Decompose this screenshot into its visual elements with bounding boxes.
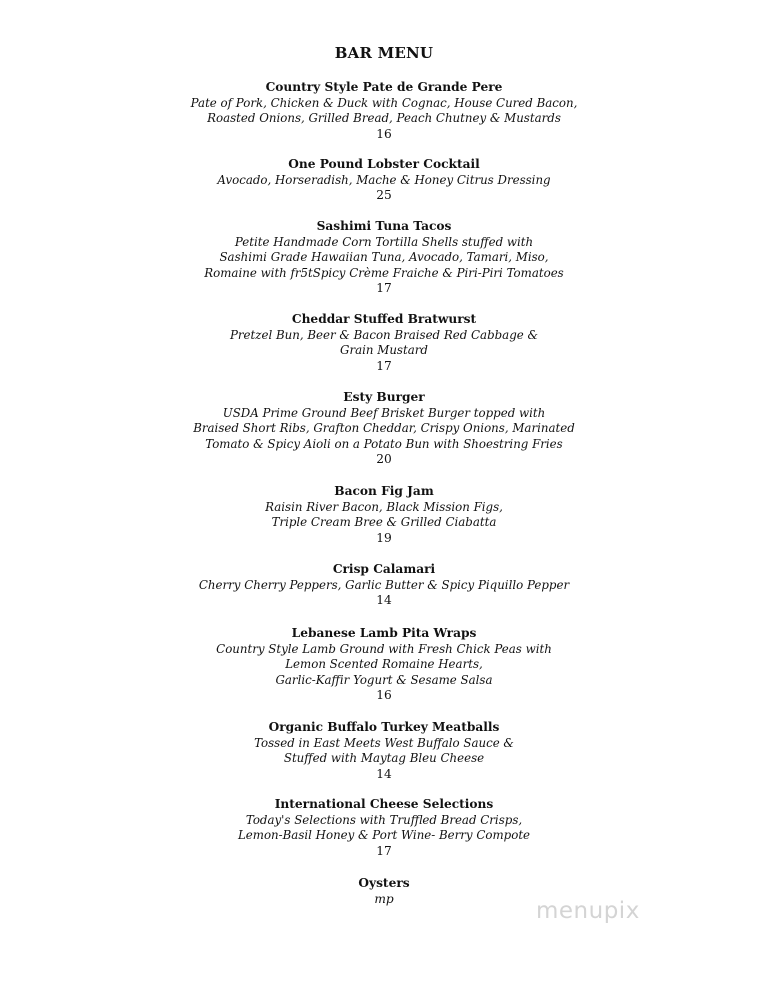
item-description-line: Lemon-Basil Honey & Port Wine- Berry Compote <box>237 828 531 842</box>
item-price: 17 <box>376 843 392 858</box>
item-price: 14 <box>376 593 392 607</box>
item-price: 25 <box>376 188 392 202</box>
menu-item <box>0 562 768 609</box>
item-price: 19 <box>376 530 392 545</box>
item-description-line: Grain Mustard <box>340 343 428 357</box>
menu-title: BAR MENU <box>334 44 434 62</box>
menu-item <box>0 219 768 297</box>
item-name: Country Style Pate de Grande Pere <box>265 80 503 94</box>
item-description-line: Raisin River Bacon, Black Mission Figs, <box>265 499 503 514</box>
item-description-line: Country Style Lamb Ground with Fresh Chick Peas with <box>216 641 552 656</box>
item-name: Sashimi Tuna Tacos <box>316 219 452 233</box>
item-description-line: Roasted Onions, Grilled Bread, Peach Chutney & Mustards <box>207 111 561 125</box>
item-description-line: Pate of Pork, Chicken & Duck with Cognac, House Cured Bacon, <box>190 95 578 110</box>
item-name: Lebanese Lamb Pita Wraps <box>291 626 477 640</box>
item-description-line: Petite Handmade Corn Tortilla Shells stuffed with <box>234 234 534 249</box>
item-description-line: Garlic-Kaffir Yogurt & Sesame Salsa <box>275 672 493 687</box>
item-name: Crisp Calamari <box>332 562 436 576</box>
item-name: Oysters <box>358 876 410 890</box>
menu-item <box>0 484 768 546</box>
item-description-line: Braised Short Ribs, Grafton Cheddar, Crispy Onions, Marinated <box>193 421 575 435</box>
watermark-logo: menupix <box>536 898 640 924</box>
menu-item <box>0 720 768 782</box>
menu-item <box>0 797 768 859</box>
item-price: 20 <box>376 452 392 466</box>
item-description-line: Today's Selections with Truffled Bread Crisps, <box>245 812 523 827</box>
item-price: 16 <box>376 688 392 702</box>
menu-item <box>0 876 768 907</box>
menu-item <box>0 626 768 704</box>
menu-item <box>0 312 768 374</box>
item-price: 17 <box>376 358 392 373</box>
item-name: One Pound Lobster Cocktail <box>288 157 480 171</box>
item-description-line: Tossed in East Meets West Buffalo Sauce & <box>254 735 514 750</box>
item-name: Cheddar Stuffed Bratwurst <box>291 312 477 326</box>
menu-item <box>0 390 768 468</box>
item-description-line: Tomato & Spicy Aioli on a Potato Bun with Shoestring Fries <box>205 436 563 451</box>
item-price: 17 <box>376 281 392 295</box>
item-description-line: Romaine with fr5tSpicy Crème Fraiche & Piri-Piri Tomatoes <box>204 265 564 280</box>
item-description-line: USDA Prime Ground Beef Brisket Burger topped with <box>222 405 546 420</box>
item-description-line: Sashimi Grade Hawaiian Tuna, Avocado, Tamari, Miso, <box>219 250 549 264</box>
menu-item <box>0 80 768 142</box>
item-description-line: Lemon Scented Romaine Hearts, <box>285 657 483 671</box>
item-description-line: Triple Cream Bree & Grilled Ciabatta <box>271 515 497 529</box>
item-description-line: Pretzel Bun, Beer & Bacon Braised Red Cabbage & <box>229 327 538 342</box>
menu-item <box>0 157 768 204</box>
item-price: 16 <box>376 126 392 141</box>
item-name: International Cheese Selections <box>274 797 494 811</box>
item-name: Esty Burger <box>343 390 425 404</box>
item-price: mp <box>374 891 394 906</box>
item-description-line: Stuffed with Maytag Bleu Cheese <box>283 751 485 765</box>
item-description-line: Cherry Cherry Peppers, Garlic Butter & Spicy Piquillo Pepper <box>198 577 570 592</box>
item-name: Organic Buffalo Turkey Meatballs <box>268 720 500 734</box>
item-name: Bacon Fig Jam <box>334 484 434 498</box>
item-description-line: Avocado, Horseradish, Mache & Honey Citrus Dressing <box>217 172 551 187</box>
item-price: 14 <box>376 766 392 781</box>
